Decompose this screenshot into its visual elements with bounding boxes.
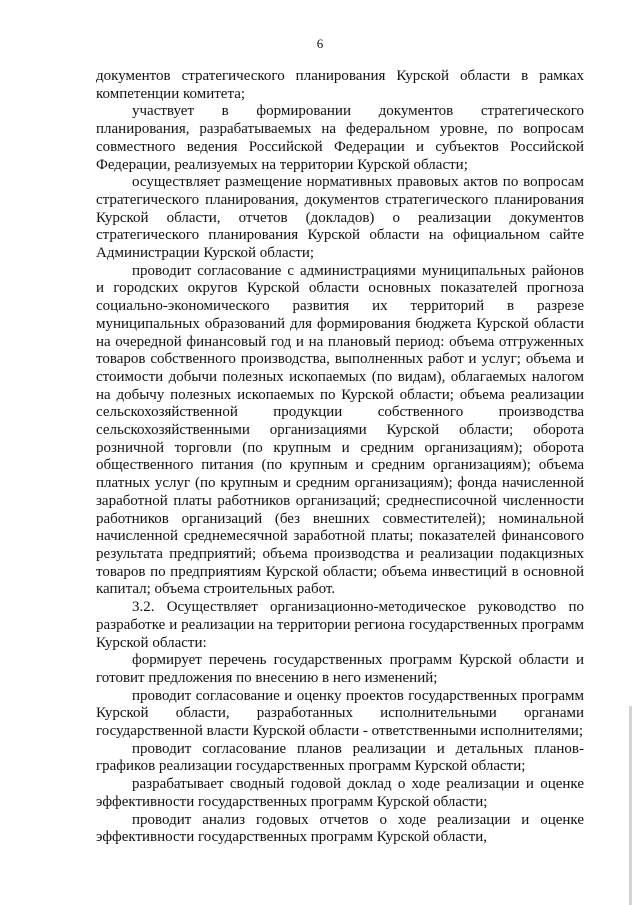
paragraph: разрабатывает сводный годовой доклад о ходе реализации и оценке эффективности государственных программ Курской области; bbox=[96, 776, 584, 810]
scan-edge-shadow bbox=[629, 706, 632, 905]
paragraph: документов стратегического планирования Курской области в рамках компетенции комитета; bbox=[96, 68, 584, 102]
paragraph: осуществляет размещение нормативных правовых актов по вопросам стратегического планирования, документов стратегического планирования Курской области, отчетов (докладов) о реализации документов стратегического планирования Курской области на официальном сайте Администрации Курской области; bbox=[96, 174, 584, 262]
paragraph: проводит согласование с администрациями муниципальных районов и городских округов Курской области основных показателей прогноза социально-экономического развития их территорий в разрезе муниципальных образований для формирования бюджета Курской области на очередной финансовый год и на плановый период: объема отгруженных товаров собственного производства, выполненных работ и услуг; объема и стоимости добычи полезных ископаемых (по видам), облагаемых налогом на добычу полезных ископаемых по Курской области; объема реализации сельскохозяйственной продукции собственного производства сельскохозяйственными организациями Курской области; оборота розничной торговли (по крупным и средним организациям); оборота общественного питания (по крупным и средним организациям); объема платных услуг (по крупным и средним организациям); фонда начисленной заработной платы работников организаций; среднесписочной численности работников организаций (без внешних совместителей); номинальной начисленной среднемесячной заработной платы; показателей финансового результата предприятий; объема производства и реализации подакцизных товаров по предприятиям Курской области; объема инвестиций в основной капитал; объема строительных работ. bbox=[96, 262, 584, 598]
section-heading-paragraph: 3.2. Осуществляет организационно-методическое руководство по разработке и реализации на территории региона государственных программ Курской области: bbox=[96, 599, 584, 651]
paragraph: проводит анализ годовых отчетов о ходе реализации и оценке эффективности государственных программ Курской области, bbox=[96, 811, 584, 846]
paragraph: формирует перечень государственных программ Курской области и готовит предложения по внесению в него изменений; bbox=[96, 652, 584, 686]
body-text bbox=[96, 68, 584, 847]
paragraph: проводит согласование и оценку проектов государственных программ Курской области, разработанных исполнительными органами государственной власти Курской области - ответственными исполнителями; bbox=[96, 687, 584, 740]
paragraph: участвует в формировании документов стратегического планирования, разрабатываемых на федеральном уровне, по вопросам совместного ведения Российской Федерации и субъектов Российской Федерации, реализуемых на территории Курской области; bbox=[96, 103, 584, 173]
paragraph: проводит согласование планов реализации и детальных планов-графиков реализации государственных программ Курской области; bbox=[96, 740, 584, 775]
page-number: 6 bbox=[316, 36, 324, 51]
